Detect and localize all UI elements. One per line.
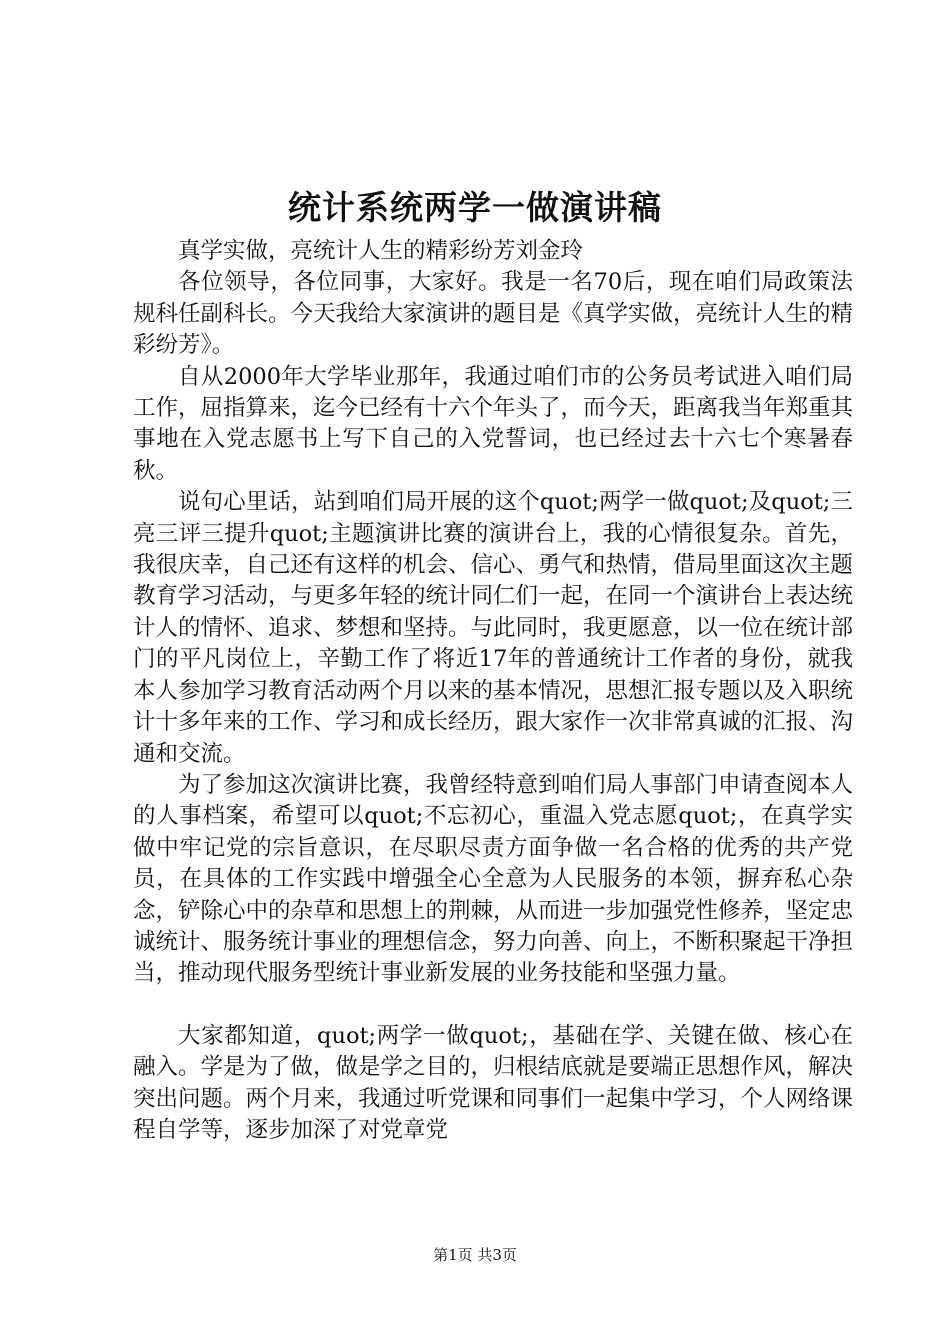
document-title: 统计系统两学一做演讲稿	[288, 188, 662, 227]
paragraph-subtitle: 真学实做，亮统计人生的精彩纷芳刘金玲	[178, 238, 584, 264]
paragraph: 各位领导，各位同事，大家好。我是一名70后，现在咱们局政策法规科任副科长。今天我给大家演讲的题目是《真学实做，亮统计人生的精彩纷芳》。	[133, 269, 854, 359]
page-footer: 第1页 共3页	[433, 1246, 517, 1264]
paragraph: 说句心里话，站到咱们局开展的这个quot;两学一做quot;及quot;三亮三评三提升quot;主题演讲比赛的演讲台上，我的心情很复杂。首先，我很庆幸，自己还有这样的机会、信心、勇气和热情，借局里面这次主题教育学习活动，与更多年轻的统计同仁们一起，在同一个演讲台上表达统计人的情怀、追求、梦想和坚持。与此同时，我更愿意，以一位在统计部门的平凡岗位上，辛勤工作了将近17年的普通统计工作者的身份，就我本人参加学习教育活动两个月以来的基本情况，思想汇报专题以及入职统计十多年来的工作、学习和成长经历，跟大家作一次非常真诚的汇报、沟通和交流。	[133, 489, 854, 767]
document-body	[133, 236, 853, 1146]
paragraph: 大家都知道，quot;两学一做quot;，基础在学、关键在做、核心在融入。学是为了做，做是学之目的，归根结底就是要端正思想作风，解决突出问题。两个月来，我通过听党课和同事们一起集中学习，个人网络课程自学等，逐步加深了对党章党	[133, 1022, 854, 1143]
paragraph: 为了参加这次演讲比赛，我曾经特意到咱们局人事部门申请查阅本人的人事档案，希望可以quot;不忘初心，重温入党志愿quot;，在真学实做中牢记党的宗旨意识，在尽职尽责方面争做一名合格的优秀的共产党员，在具体的工作实践中增强全心全意为人民服务的本领，摒弃私心杂念，铲除心中的杂草和思想上的荆棘，从而进一步加强党性修养，坚定忠诚统计、服务统计事业的理想信念，努力向善、向上，不断积聚起干净担当，推动现代服务型统计事业新发展的业务技能和坚强力量。	[133, 771, 854, 987]
paragraph: 自从2000年大学毕业那年，我通过咱们市的公务员考试进入咱们局工作，屈指算来，迄今已经有十六个年头了，而今天，距离我当年郑重其事地在入党志愿书上写下自己的入党誓词，也已经过去十六七个寒暑春秋。	[133, 363, 854, 484]
